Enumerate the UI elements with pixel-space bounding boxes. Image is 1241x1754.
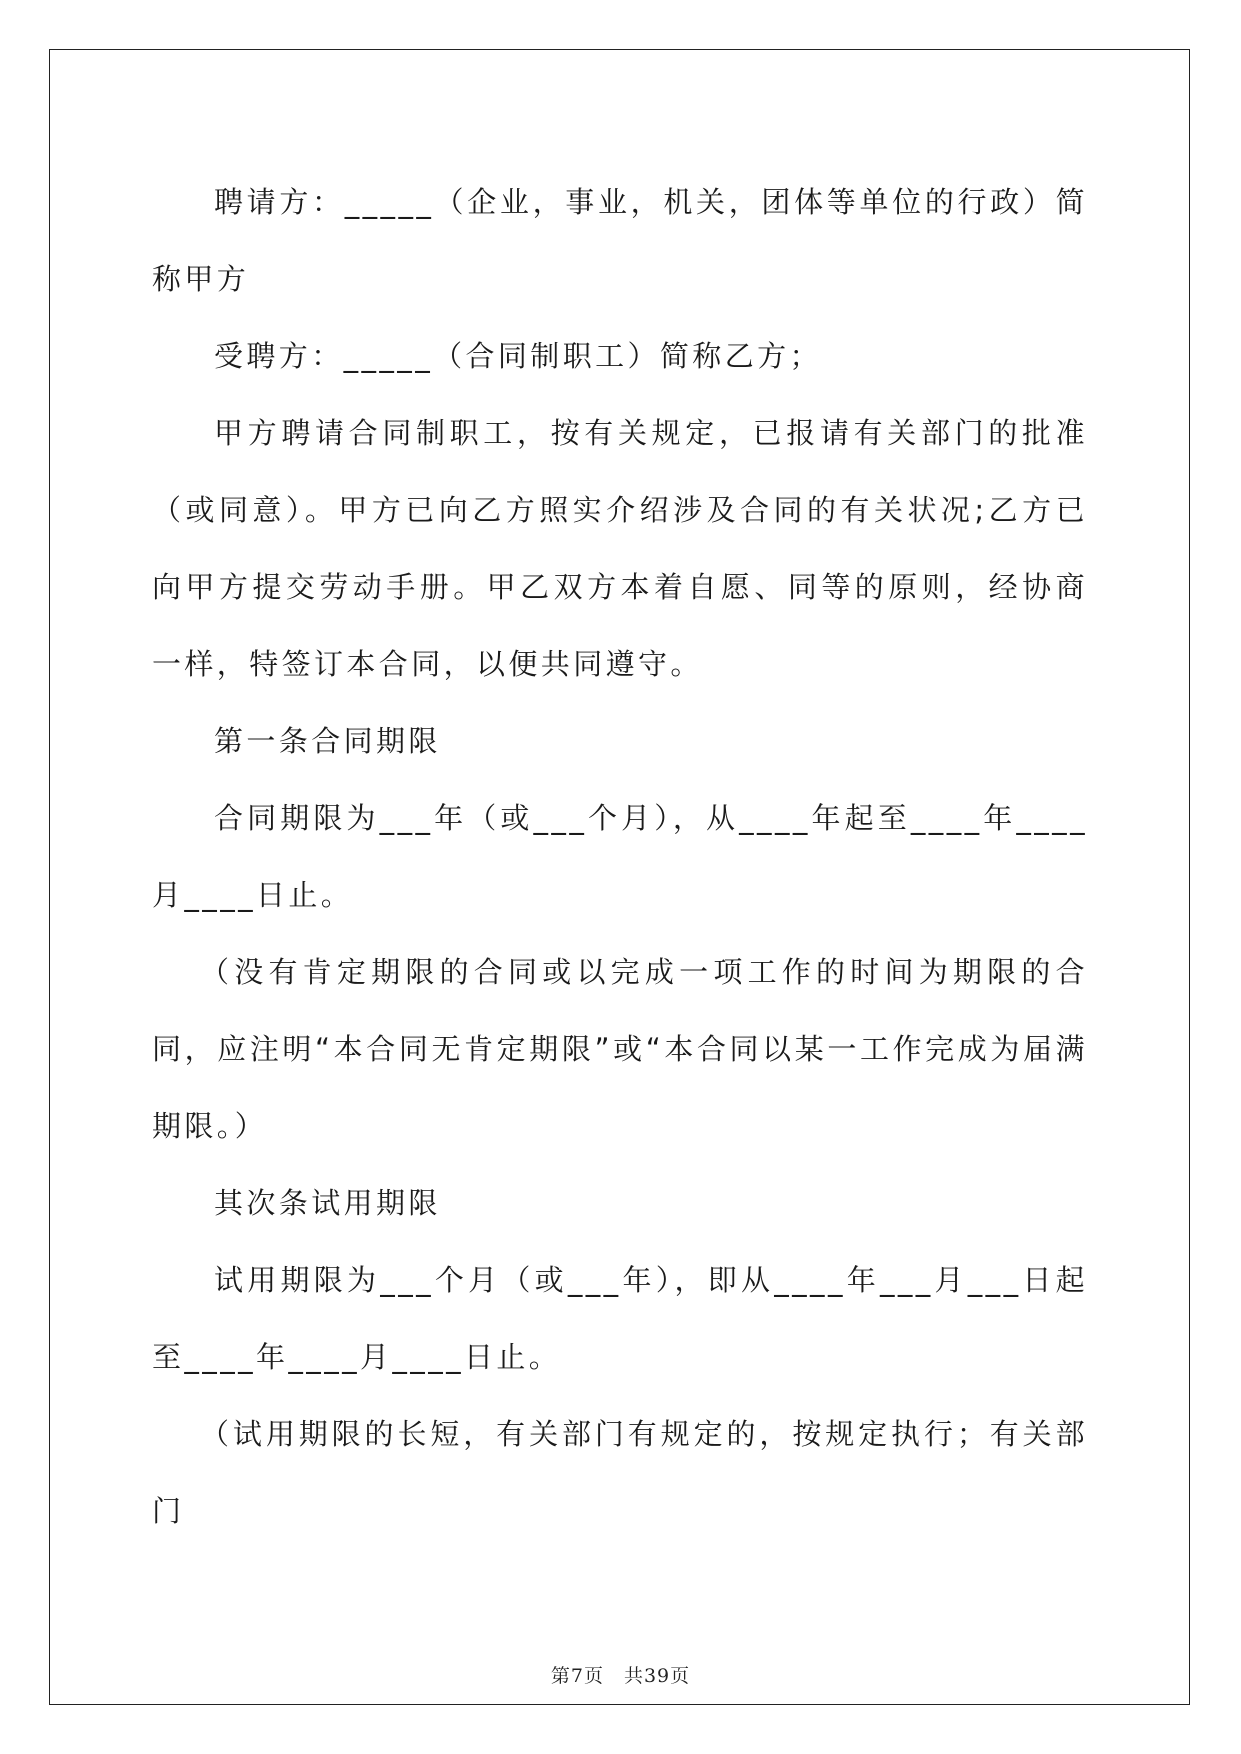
paragraph-term-note: （没有肯定期限的合同或以完成一项工作的时间为期限的合同，应注明“本合同无肯定期限”或“本合同以某一工作完成为届满期限。） — [152, 955, 1088, 1143]
section-heading-term: 第一条合同期限 — [214, 724, 441, 758]
section-heading-probation: 其次条试用期限 — [214, 1186, 441, 1220]
paragraph-contract-term: 合同期限为___年（或___个月），从____年起至____年____月____日止。 — [152, 801, 1088, 912]
page-number: 第7页 — [550, 1665, 604, 1687]
document-body — [152, 164, 1088, 1550]
paragraph-probation-note: （试用期限的长短，有关部门有规定的，按规定执行；有关部门 — [152, 1417, 1088, 1528]
paragraph-employer: 聘请方：_____（企业，事业，机关，团体等单位的行政）简称甲方 — [152, 185, 1088, 296]
page-footer — [0, 1661, 1241, 1688]
paragraph-probation-term: 试用期限为___个月（或___年），即从____年___月___日起至____年____月____日止。 — [152, 1263, 1088, 1374]
paragraph-preamble: 甲方聘请合同制职工，按有关规定，已报请有关部门的批准（或同意）。甲方已向乙方照实介绍涉及合同的有关状况;乙方已向甲方提交劳动手册。甲乙双方本着自愿、同等的原则，经协商一样，特签订本合同，以便共同遵守。 — [152, 416, 1088, 681]
page-total: 共39页 — [623, 1665, 691, 1687]
paragraph-employee: 受聘方：_____（合同制职工）简称乙方； — [214, 339, 822, 373]
